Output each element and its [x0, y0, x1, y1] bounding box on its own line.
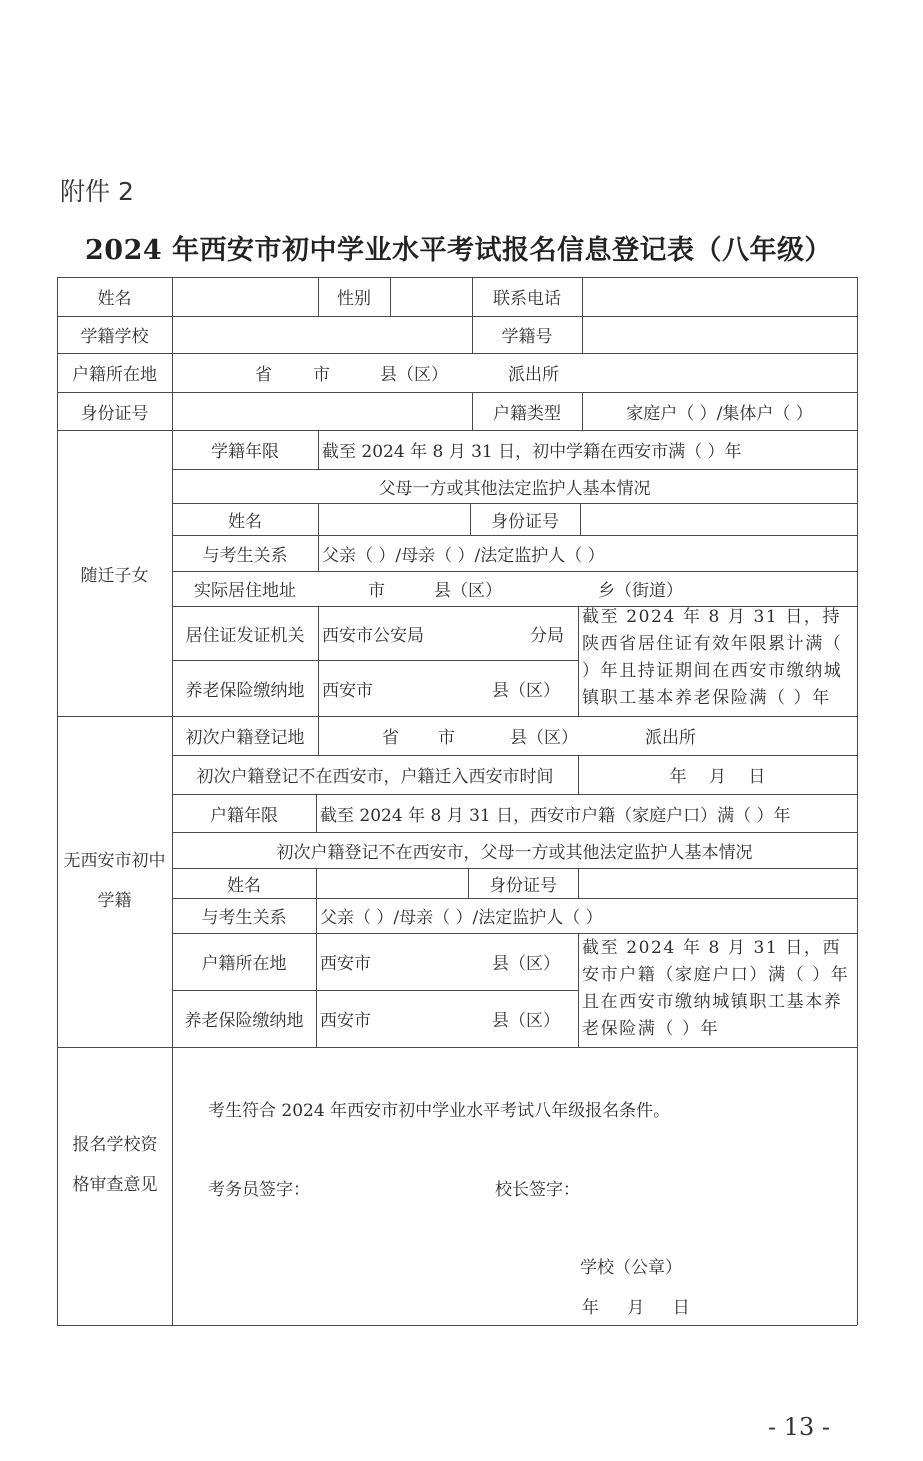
hukou-location-label: 户籍所在地 [201, 954, 287, 974]
hukou-years-label: 户籍年限 [210, 805, 278, 826]
row-divider [57, 353, 857, 354]
enrollment-years-label: 学籍年限 [211, 442, 279, 462]
first-registration-label: 初次户籍登记地 [185, 728, 305, 748]
name-label: 姓名 [97, 289, 132, 309]
city-suffix: 市 [438, 728, 455, 748]
col-divider [316, 933, 317, 1047]
relation-label: 与考生关系 [201, 908, 287, 928]
pension-county-suffix: 县（区） [492, 680, 560, 701]
move-in-time-label: 初次户籍登记不在西安市，户籍迁入西安市时间 [196, 767, 554, 787]
pension-location-label: 养老保险缴纳地 [185, 680, 305, 701]
guardian-name-field[interactable] [316, 868, 468, 898]
col-divider [578, 933, 579, 1047]
school-label: 学籍学校 [80, 327, 149, 347]
col-divider [578, 606, 579, 716]
guardian-header: 初次户籍登记不在西安市，父母一方或其他法定监护人基本情况 [276, 842, 753, 863]
enrollment-years-field[interactable]: 截至 2024 年 8 月 31 日，初中学籍在西安市满（ ）年 [322, 442, 742, 462]
guardian-id-label: 身份证号 [491, 511, 559, 532]
non-xian-section-label: 无西安市初中学籍 [63, 851, 166, 911]
guardian-header: 父母一方或其他法定监护人基本情况 [378, 478, 651, 499]
address-label: 实际居住地址 [194, 581, 296, 601]
form-title: 2024 年西安市初中学业水平考试报名信息登记表（八年级） [85, 235, 833, 266]
county-suffix: 县（区） [492, 1011, 560, 1031]
relation-label: 与考生关系 [202, 545, 288, 566]
gender-field[interactable] [390, 277, 472, 316]
student-no-label: 学籍号 [501, 327, 553, 347]
hukou-type-label: 户籍类型 [493, 403, 561, 424]
county-suffix: 县（区） [380, 365, 448, 385]
principal-signature[interactable]: 校长签字： [495, 1179, 580, 1200]
attachment-label: 附件 2 [60, 177, 134, 206]
relation-options[interactable]: 父亲（ ）/母亲（ ）/法定监护人（ ） [322, 545, 605, 566]
address-city-suffix: 市 [368, 581, 385, 601]
hukou-years-field[interactable]: 截至 2024 年 8 月 31 日，西安市户籍（家庭户口）满（ ）年 [320, 805, 791, 826]
permit-authority-field[interactable]: 西安市公安局 [322, 625, 424, 646]
county-suffix: 县（区） [510, 728, 578, 748]
permit-branch-suffix: 分局 [530, 625, 564, 646]
province-suffix: 省 [255, 365, 272, 385]
province-suffix: 省 [382, 728, 399, 748]
row-divider [57, 1047, 857, 1048]
guardian-name-label: 姓名 [227, 875, 261, 896]
student-no-field[interactable] [582, 316, 857, 353]
hukou-location-label: 户籍所在地 [72, 365, 157, 385]
hukou-type-options[interactable]: 家庭户（ ）/集体户（ ） [626, 403, 813, 424]
school-field[interactable] [172, 316, 472, 353]
county-suffix: 县（区） [492, 954, 560, 974]
hukou-pension-note: 截至 2024 年 8 月 31 日，西安市户籍（家庭户口）满（ ）年且在西安市缴纳城镇职工基本养老保险满（ ）年 [582, 938, 850, 1039]
police-station-suffix: 派出所 [508, 365, 559, 385]
pension-location-field[interactable]: 西安市 [322, 680, 373, 701]
table-right-border [857, 277, 858, 1325]
review-section-label: 报名学校资格审查意见 [72, 1135, 158, 1195]
col-divider [318, 430, 319, 469]
address-town-suffix: 乡（街道） [598, 581, 683, 601]
guardian-id-label: 身份证号 [489, 875, 557, 896]
page-number: - 13 - [768, 1413, 831, 1441]
id-number-label: 身份证号 [80, 403, 149, 424]
guardian-name-field[interactable] [318, 503, 470, 535]
residence-pension-note: 截至 2024 年 8 月 31 日，持陕西省居住证有效年限累计满（ ）年且持证期间在西安市缴纳城镇职工基本养老保险满（ ）年 [582, 607, 843, 708]
eligibility-statement: 考生符合 2024 年西安市初中学业水平考试八年级报名条件。 [208, 1100, 671, 1121]
address-county-suffix: 县（区） [434, 581, 502, 601]
guardian-id-field[interactable] [580, 503, 857, 535]
clerk-signature[interactable]: 考务员签字： [208, 1179, 310, 1200]
table-bottom-border [57, 1325, 857, 1326]
col-divider [318, 606, 319, 716]
guardian-name-label: 姓名 [228, 511, 262, 532]
hukou-location-field[interactable]: 西安市 [320, 954, 371, 974]
permit-authority-label: 居住证发证机关 [185, 625, 305, 646]
col-divider [318, 716, 319, 755]
id-number-field[interactable] [172, 392, 472, 430]
migrant-section-label: 随迁子女 [80, 565, 149, 586]
city-suffix: 市 [313, 365, 330, 385]
gender-label: 性别 [337, 289, 371, 309]
col-divider [316, 794, 317, 832]
pension-location-field[interactable]: 西安市 [320, 1011, 371, 1031]
phone-field[interactable] [582, 277, 857, 316]
guardian-id-field[interactable] [578, 868, 857, 898]
school-seal: 学校（公章） [580, 1257, 682, 1278]
move-in-date-field[interactable]: 年 月 日 [669, 767, 766, 787]
review-date[interactable]: 年 月 日 [582, 1297, 690, 1318]
phone-label: 联系电话 [493, 289, 561, 309]
pension-location-label: 养老保险缴纳地 [184, 1011, 304, 1031]
police-station-suffix: 派出所 [645, 728, 696, 748]
relation-options[interactable]: 父亲（ ）/母亲（ ）/法定监护人（ ） [320, 908, 603, 928]
name-field[interactable] [172, 277, 318, 316]
